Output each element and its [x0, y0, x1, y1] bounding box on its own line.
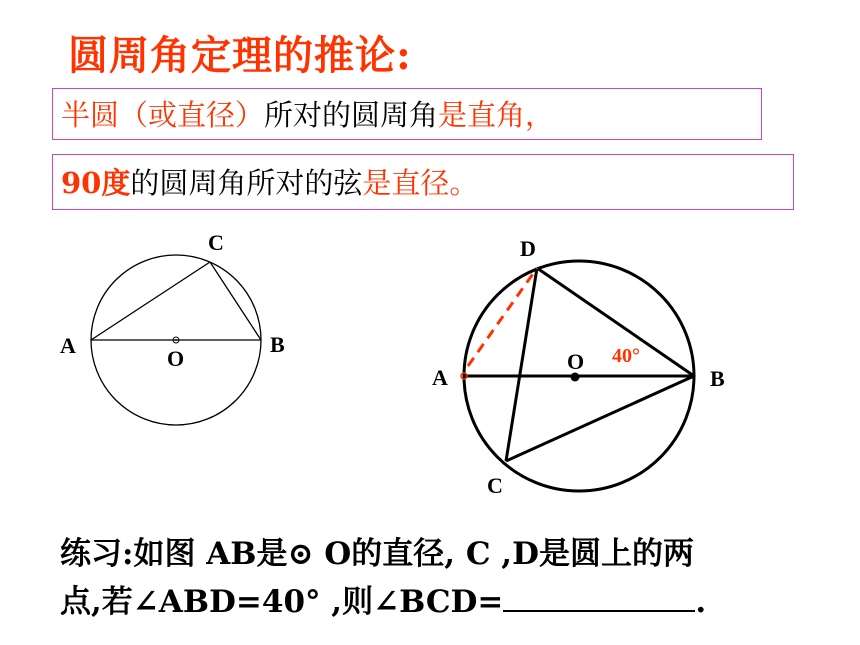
- figure-1-chord-cb: [210, 262, 261, 340]
- exercise-line-2-text: 点,若∠ABD=40° ,则∠BCD=: [60, 584, 504, 620]
- corollary-2-part2: 的圆周角所对的弦: [130, 166, 363, 200]
- corollary-1-part3: 是直角，: [438, 98, 555, 132]
- figure-2-chord-dc: [506, 268, 537, 461]
- figure-1-chord-ac: [91, 262, 210, 340]
- figure-2: [432, 236, 725, 498]
- exercise-line-2: [60, 578, 706, 626]
- figure-2-dashed-ad: [468, 268, 537, 366]
- figure-1: [60, 230, 285, 425]
- corollary-1-part2: 所对的圆周角: [264, 98, 439, 132]
- figure-1-label-c: C: [208, 230, 224, 255]
- figure-1-label-b: B: [270, 332, 285, 357]
- figure-2-label-a: A: [432, 365, 448, 390]
- figure-2-label-b: B: [710, 366, 725, 391]
- figure-2-label-d: D: [520, 236, 536, 261]
- figure-2-angle-label: 40°: [612, 345, 640, 367]
- corollary-1-part1: 半圆（或直径）: [61, 98, 265, 132]
- page-title: 圆周角定理的推论:: [68, 32, 412, 79]
- figure-2-label-o: O: [567, 349, 585, 374]
- corollary-2-part1: 90度: [61, 166, 131, 200]
- figure-2-chord-cb: [506, 376, 694, 461]
- exercise-line-2-end: .: [695, 584, 707, 620]
- figure-1-label-o: O: [167, 346, 185, 371]
- exercise-line-1: 练习:如图 AB是⊙ O的直径, C ,D是圆上的两: [60, 536, 694, 572]
- figure-2-label-c: C: [487, 473, 503, 498]
- figure-1-center-dot: [175, 339, 177, 341]
- corollary-2-part3: 是直径。: [362, 166, 479, 200]
- answer-blank: [503, 582, 695, 612]
- figure-1-label-a: A: [60, 333, 76, 358]
- exercise-text: [60, 530, 706, 626]
